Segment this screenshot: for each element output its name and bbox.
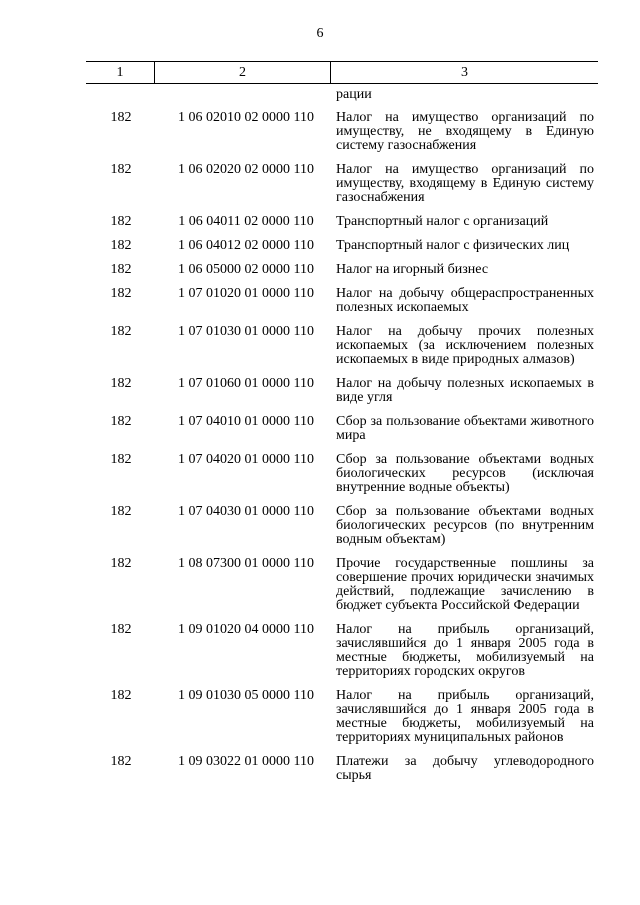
admin-code: 182 [110,110,132,125]
table-row [86,557,598,613]
admin-code: 182 [110,754,132,769]
revenue-name: Прочие государственные пошлины за совершение прочих юридически значимых действий, подлежащие зачислению в бюджет субъекта Российской Федерации [336,556,594,613]
admin-code: 182 [110,214,132,229]
table-row [86,755,598,783]
budget-classification-code: 1 06 05000 02 0000 110 [178,262,314,277]
revenue-name: Транспортный налог с организаций [336,214,549,229]
budget-classification-code: 1 09 03022 01 0000 110 [178,754,314,769]
admin-code: 182 [110,414,132,429]
admin-code: 182 [110,262,132,277]
admin-code: 182 [110,452,132,467]
revenue-name: Сбор за пользование объектами водных биологических ресурсов (по внутренним водным объектам) [336,504,594,547]
revenue-name: Налог на добычу полезных ископаемых в виде угля [336,376,594,405]
header-col-1: 1 [116,65,124,80]
revenue-name: Налог на прибыль организаций, зачислявшийся до 1 января 2005 года в местные бюджеты, мобилизуемый на территориях муниципальных районов [336,688,594,745]
table-row [86,325,598,367]
table-row [86,287,598,315]
budget-classification-code: 1 07 04010 01 0000 110 [178,414,314,429]
budget-classification-code: 1 06 02010 02 0000 110 [178,110,314,125]
revenue-name: Платежи за добычу углеводородного сырья [336,754,594,783]
budget-classification-code: 1 08 07300 01 0000 110 [178,556,314,571]
revenue-name: Налог на прибыль организаций, зачислявшийся до 1 января 2005 года в местные бюджеты, мобилизуемый на территориях городских округов [336,622,594,679]
header-col-2: 2 [154,62,330,83]
table-row [86,239,598,253]
budget-classification-code: 1 09 01020 04 0000 110 [178,622,314,637]
table-body [86,88,598,793]
admin-code: 182 [110,688,132,703]
budget-classification-code: 1 09 01030 05 0000 110 [178,688,314,703]
table-row [86,215,598,229]
admin-code: 182 [110,504,132,519]
admin-code: 182 [110,238,132,253]
admin-code: 182 [110,162,132,177]
budget-classification-code: 1 06 02020 02 0000 110 [178,162,314,177]
table-row [86,415,598,443]
table-row [86,111,598,153]
table-row [86,163,598,205]
table-row [86,505,598,547]
budget-classification-code: 1 06 04012 02 0000 110 [178,238,314,253]
page-number: 6 [316,26,324,41]
continuation-text: рации [336,87,372,102]
budget-classification-code: 1 07 01030 01 0000 110 [178,324,314,339]
header-col-3: 3 [330,62,598,83]
revenue-name: Налог на имущество организаций по имуществу, входящему в Единую систему газоснабжения [336,162,594,205]
revenue-name: Транспортный налог с физических лиц [336,238,570,253]
admin-code: 182 [110,286,132,301]
revenue-name: Налог на добычу общераспространенных полезных ископаемых [336,286,594,315]
admin-code: 182 [110,324,132,339]
table-header [86,61,598,84]
revenue-name: Сбор за пользование объектами водных биологических ресурсов (исключая внутренние водные объекты) [336,452,594,495]
table-row [86,377,598,405]
budget-classification-code: 1 07 01060 01 0000 110 [178,376,314,391]
table-row [86,263,598,277]
table-row [86,689,598,745]
revenue-name: Налог на добычу прочих полезных ископаемых (за исключением полезных ископаемых в виде природных алмазов) [336,324,594,367]
table-rows [86,111,598,783]
budget-classification-code: 1 06 04011 02 0000 110 [178,214,314,229]
budget-classification-code: 1 07 01020 01 0000 110 [178,286,314,301]
budget-classification-code: 1 07 04030 01 0000 110 [178,504,314,519]
admin-code: 182 [110,556,132,571]
revenue-name: Сбор за пользование объектами животного мира [336,414,594,443]
admin-code: 182 [110,376,132,391]
table-row [86,453,598,495]
revenue-name: Налог на игорный бизнес [336,262,489,277]
revenue-name: Налог на имущество организаций по имуществу, не входящему в Единую систему газоснабжения [336,110,594,153]
budget-classification-code: 1 07 04020 01 0000 110 [178,452,314,467]
admin-code: 182 [110,622,132,637]
table-row [86,623,598,679]
